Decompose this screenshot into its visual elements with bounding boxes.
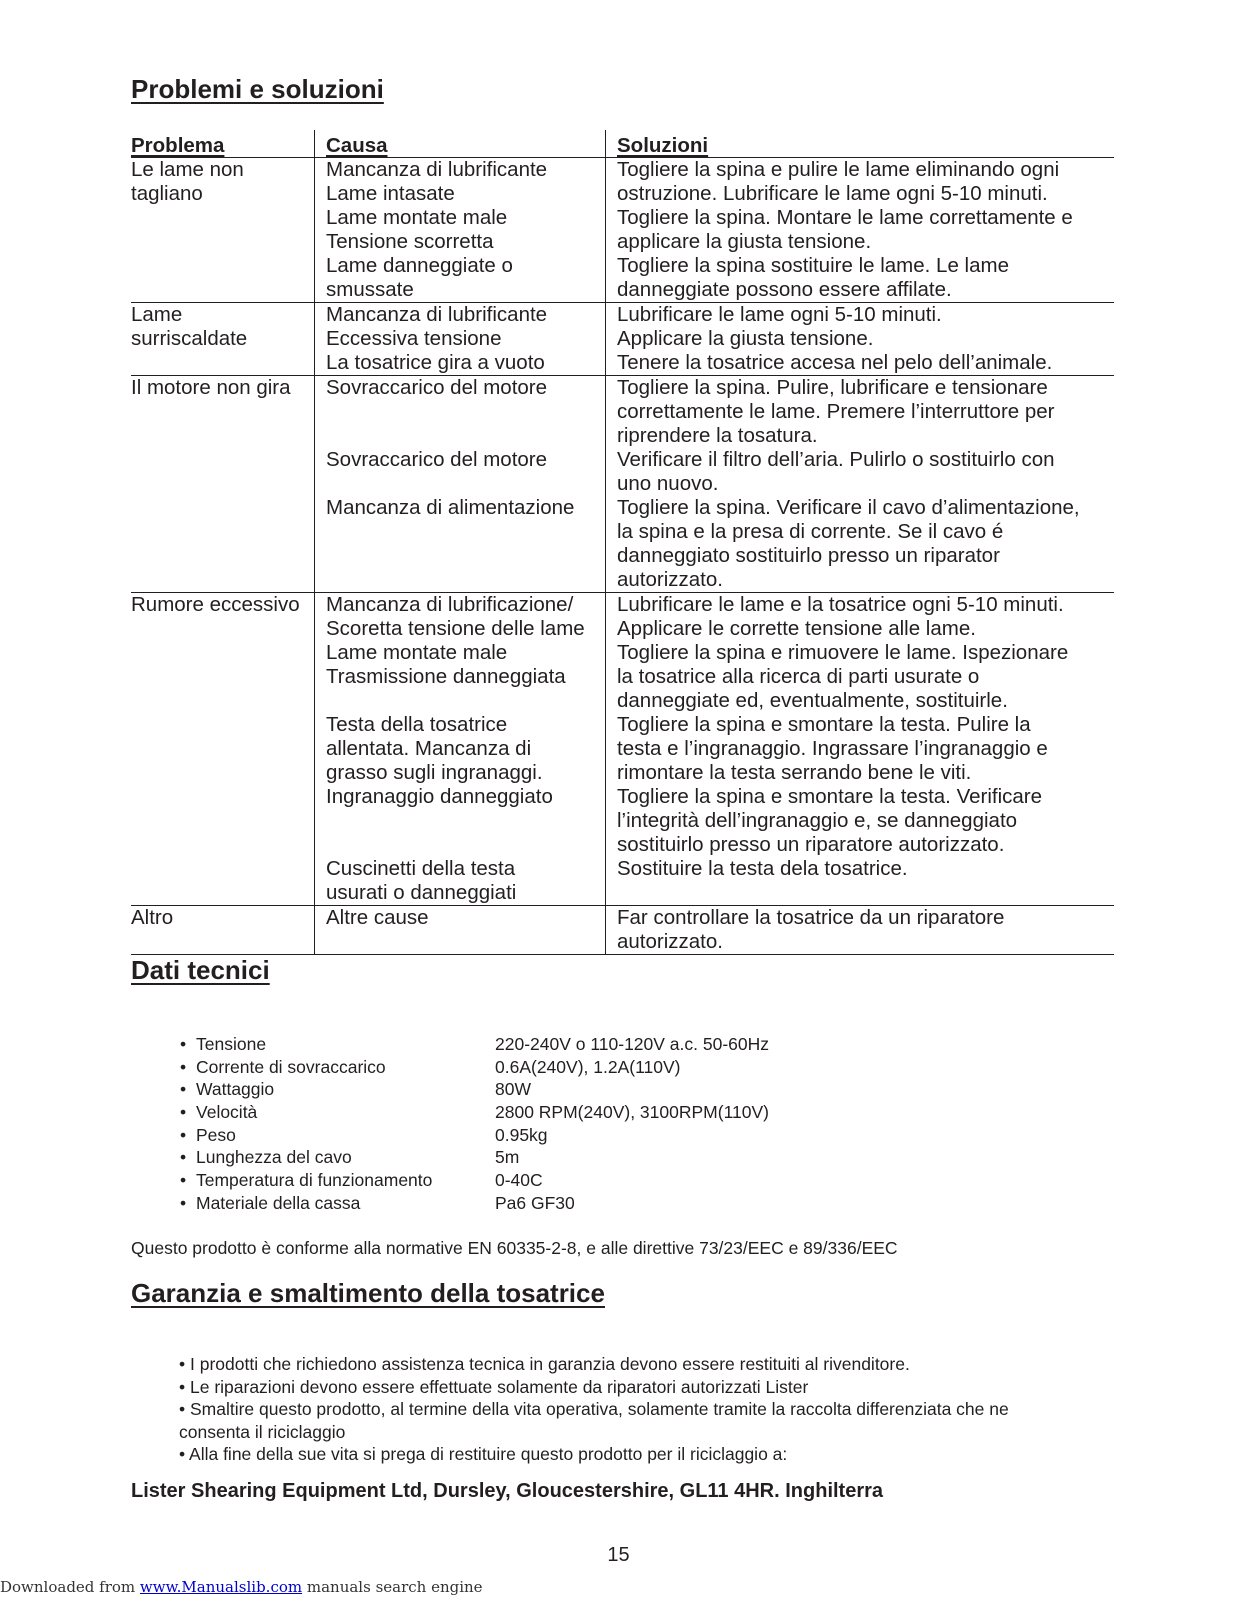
spec-row (180, 1192, 769, 1215)
spec-value: 80W (495, 1079, 531, 1100)
spec-value: 5m (495, 1147, 520, 1168)
footer-suffix: manuals search engine (302, 1578, 483, 1596)
bullet: • (180, 1124, 187, 1145)
spec-row (180, 1056, 769, 1079)
spec-row (180, 1124, 769, 1147)
list-item: • Alla fine della sue vita si prega di restituire questo prodotto per il riciclaggio a: (179, 1444, 788, 1464)
spec-label: Lunghezza del cavo (196, 1147, 352, 1168)
header-solution: Soluzioni (605, 130, 1114, 157)
footer-prefix: Downloaded from (0, 1578, 140, 1596)
header-cause: Causa (314, 130, 605, 157)
spec-label: Wattaggio (196, 1079, 275, 1100)
table-header-row (131, 130, 1114, 158)
spec-value: 0.6A(240V), 1.2A(110V) (495, 1056, 681, 1077)
spec-label: Velocità (196, 1102, 258, 1123)
table-row (131, 906, 1114, 955)
solution-cell: Lubrificare le lame ogni 5-10 minuti. Applicare la giusta tensione. Tenere la tosatrice accesa nel pelo dell’animale. (605, 303, 1114, 375)
spec-label: Tensione (196, 1034, 267, 1054)
bullet: • (180, 1056, 187, 1077)
bullet: • (180, 1192, 187, 1213)
page-number: 15 (607, 1544, 630, 1566)
spec-label: Materiale della cassa (196, 1192, 361, 1213)
spec-row (180, 1169, 769, 1192)
spec-row (180, 1101, 769, 1124)
cause-cell: Altre cause (314, 906, 605, 954)
problem-cell: Altro (131, 906, 174, 929)
table-row (131, 303, 1114, 376)
compliance-note: Questo prodotto è conforme alla normative EN 60335-2-8, e alle direttive 73/23/EEC e 89/336/EEC (131, 1238, 898, 1258)
section-title-warranty: Garanzia e smaltimento della tosatrice (131, 1278, 605, 1308)
problem-cell: Il motore non gira (131, 376, 291, 399)
spec-row (180, 1078, 769, 1101)
list-item: • Smaltire questo prodotto, al termine della vita operativa, solamente tramite la raccolta differenziata che ne consenta il riciclaggio (179, 1399, 1009, 1442)
bullet: • (180, 1102, 187, 1123)
spec-value: 0.95kg (495, 1124, 548, 1145)
cause-cell: Mancanza di lubrificante Lame intasate Lame montate male Tensione scorretta Lame danneggiate o smussate (314, 158, 605, 302)
spec-value: 220-240V o 110-120V a.c. 50-60Hz (495, 1034, 770, 1054)
bullet: • (180, 1034, 187, 1054)
spec-label: Peso (196, 1124, 236, 1145)
spec-value: 2800 RPM(240V), 3100RPM(110V) (495, 1102, 769, 1123)
manufacturer-address: Lister Shearing Equipment Ltd, Dursley, Gloucestershire, GL11 4HR. Inghilterra (131, 1480, 884, 1502)
section-title-tech-data: Dati tecnici (131, 955, 270, 985)
problem-cell: Lame surriscaldate (131, 303, 248, 350)
spec-label: Corrente di sovraccarico (196, 1056, 386, 1077)
warranty-list (179, 1353, 1079, 1466)
problem-cell: Le lame non tagliano (131, 158, 244, 205)
solution-cell: Lubrificare le lame e la tosatrice ogni 5-10 minuti. Applicare le corrette tensione alle lame. Togliere la spina e rimuovere le lame. Ispezionare la tosatrice alla ricerca di parti usurate o danneggiate ed, eventualmente, sostituirle. Togliere la spina e smontare la testa. Pulire la testa e l’ingranaggio. Ingrassare l’ingranaggio e rimontare la testa serrando bene le viti. Togliere la spina e smontare la testa. Verificare l’integrità dell’ingranaggio e, se danneggiato sostituirlo presso un riparatore autorizzato. Sostituire la testa dela tosatrice. (605, 593, 1114, 905)
bullet: • (180, 1170, 187, 1191)
spec-value: 0-40C (495, 1170, 543, 1191)
solution-cell: Far controllare la tosatrice da un riparatore autorizzato. (605, 906, 1114, 954)
table-row (131, 376, 1114, 593)
spec-list (180, 1033, 769, 1215)
spec-value: Pa6 GF30 (495, 1192, 575, 1213)
download-footer (0, 1578, 483, 1596)
bullet: • (180, 1079, 187, 1100)
spec-row (180, 1146, 769, 1169)
list-item: • Le riparazioni devono essere effettuate solamente da riparatori autorizzati Lister (179, 1376, 809, 1397)
manualslib-link[interactable]: www.Manualslib.com (139, 1578, 303, 1596)
spec-row (180, 1033, 769, 1056)
solution-cell: Togliere la spina e pulire le lame eliminando ogni ostruzione. Lubrificare le lame ogni 5-10 minuti. Togliere la spina. Montare le lame correttamente e applicare la giusta tensione. Togliere la spina sostituire le lame. Le lame danneggiate possono essere affilate. (605, 158, 1114, 302)
table-row (131, 158, 1114, 303)
header-problem: Problema (131, 134, 225, 157)
solution-cell: Togliere la spina. Pulire, lubrificare e tensionare correttamente le lame. Premere l’interruttore per riprendere la tosatura. Verificare il filtro dell’aria. Pulirlo o sostituirlo con uno nuovo. Togliere la spina. Verificare il cavo d’alimentazione, la spina e la presa di corrente. Se il cavo é danneggiato sostituirlo presso un riparator autorizzato. (605, 376, 1114, 592)
cause-cell: Mancanza di lubrificazione/ Scoretta tensione delle lame Lame montate male Trasmissione danneggiata Testa della tosatrice allentata. Mancanza di grasso sugli ingranaggi. Ingranaggio danneggiato Cuscinetti della testa usurati o danneggiati (314, 593, 605, 905)
problem-cell: Rumore eccessivo (131, 593, 300, 616)
table-row (131, 593, 1114, 906)
troubleshooting-table (131, 130, 1114, 955)
section-title-troubleshooting: Problemi e soluzioni (131, 74, 384, 104)
cause-cell: Sovraccarico del motore Sovraccarico del motore Mancanza di alimentazione (314, 376, 605, 592)
cause-cell: Mancanza di lubrificante Eccessiva tensione La tosatrice gira a vuoto (314, 303, 605, 375)
bullet: • (180, 1147, 187, 1168)
list-item: • I prodotti che richiedono assistenza tecnica in garanzia devono essere restituiti al rivenditore. (179, 1354, 910, 1374)
spec-label: Temperatura di funzionamento (196, 1170, 433, 1191)
